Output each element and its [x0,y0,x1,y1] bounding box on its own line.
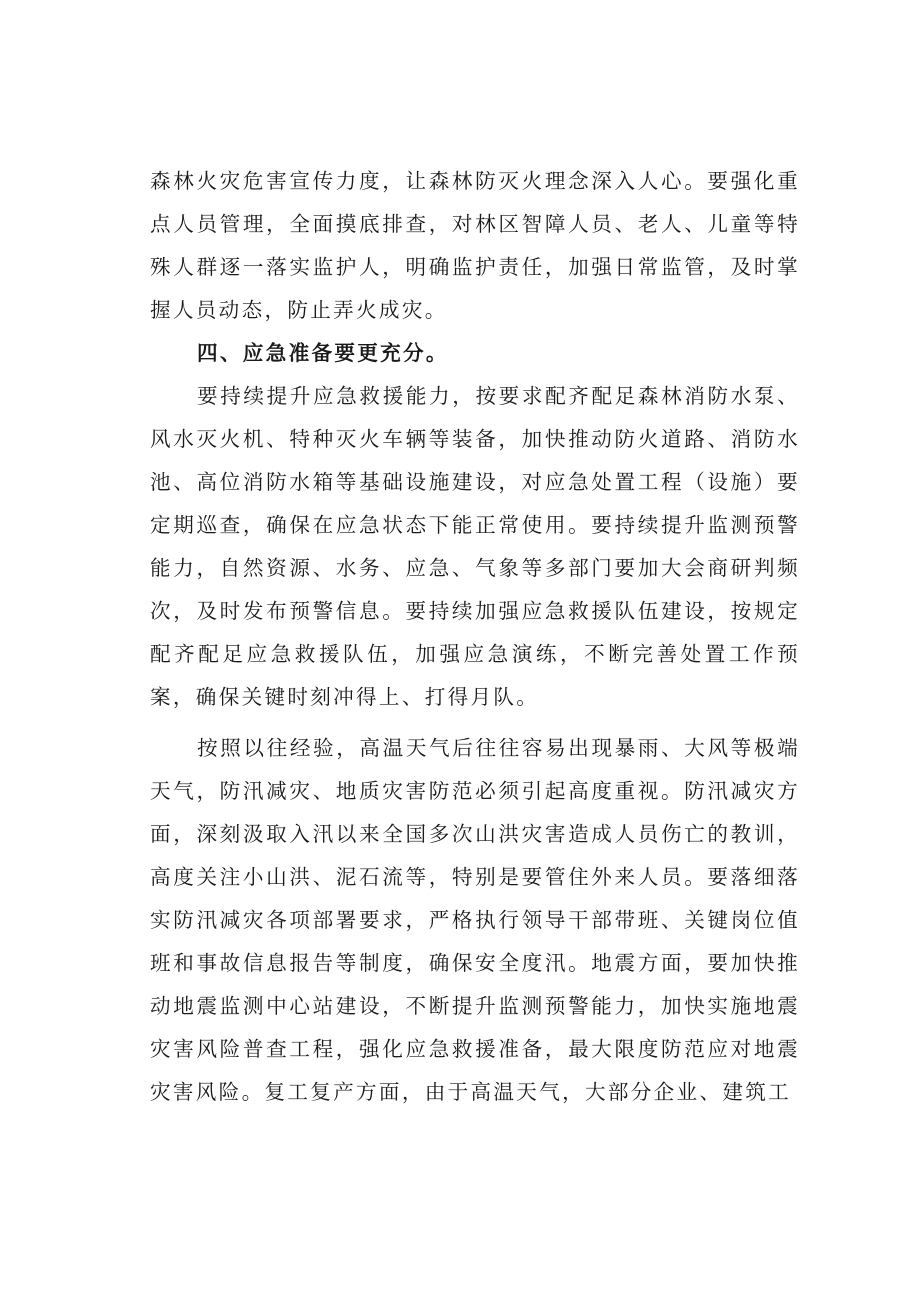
section-heading: 四、应急准备要更充分。 [197,341,449,365]
document-page [150,160,800,1114]
body-paragraph: 要持续提升应急救援能力，按要求配齐配足森林消防水泵、风水灭火机、特种灭火车辆等装备，加快推动防火道路、消防水池、高位消防水箱等基础设施建设，对应急处置工程（设施）要定期巡查，确保在应急状态下能正常使用。要持续提升监测预警能力，自然资源、水务、应急、气象等多部门要加大会商研判频次，及时发布预警信息。要持续加强应急救援队伍建设，按规定配齐配足应急救援队伍，加强应急演练，不断完善处置工作预案，确保关键时刻冲得上、打得月队。 [150,384,800,709]
body-paragraph: 森林火灾危害宣传力度，让森林防灭火理念深入人心。要强化重点人员管理，全面摸底排查，对林区智障人员、老人、儿童等特殊人群逐一落实监护人，明确监护责任，加强日常监管，及时掌握人员动态，防止弄火成灾。 [150,169,800,322]
paragraph-gap [150,719,800,727]
body-paragraph: 按照以往经验，高温天气后往往容易出现暴雨、大风等极端天气，防汛减灾、地质灾害防范必须引起高度重视。防汛减灾方面，深刻汲取入汛以来全国多次山洪灾害造成人员伤亡的教训，高度关注小山洪、泥石流等，特别是要管住外来人员。要落细落实防汛减灾各项部署要求，严格执行领导干部带班、关键岗位值班和事故信息报告等制度，确保安全度汛。地震方面，要加快推动地震监测中心站建设，不断提升监测预警能力，加快实施地震灾害风险普查工程，强化应急救援准备，最大限度防范应对地震灾害风险。复工复产方面，由于高温天气，大部分企业、建筑工 [150,736,800,1104]
